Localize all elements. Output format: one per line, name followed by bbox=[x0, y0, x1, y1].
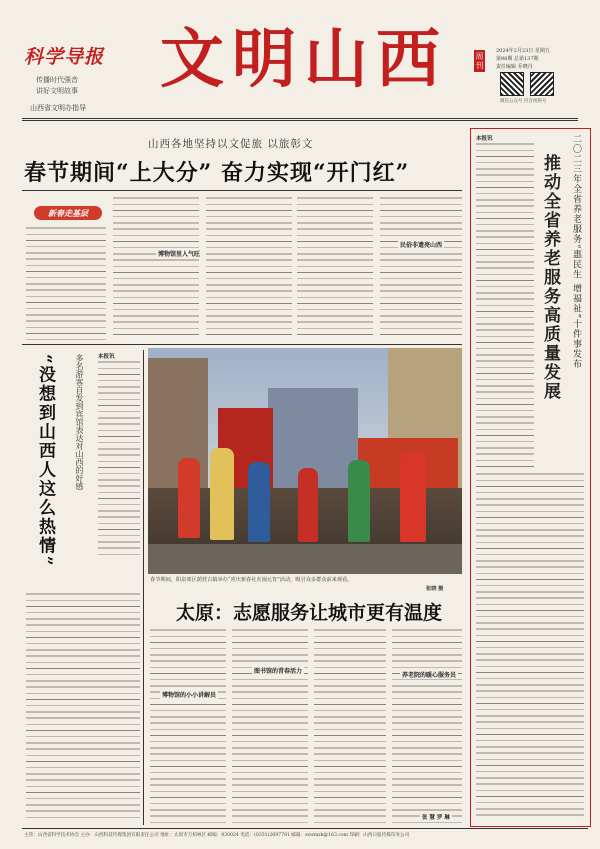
subhead-museum: 博物馆里人气旺 bbox=[158, 251, 201, 258]
footer-info: 主管：山西省科学技术协会 主办：山西科技传媒集团有限责任公司 地址：太原市万柏林区 邮编：030024 电话：(0351)2697791 邮箱：sxwmzk@163.com 印刷：山西日报传媒印务公司 bbox=[24, 833, 410, 838]
photo-performer-2 bbox=[210, 448, 234, 540]
weekly-tag: 周刊 bbox=[475, 52, 484, 70]
subhead-nursing: 养老院的暖心服务员 bbox=[402, 672, 457, 679]
side-vertical-rule bbox=[143, 350, 144, 825]
story2-col1 bbox=[150, 628, 226, 824]
kicker: 山西各地坚持以文促旅 以旅彰文 bbox=[148, 138, 314, 150]
issue-number: 第98期 总第137期 bbox=[496, 56, 539, 62]
right-body-top bbox=[476, 142, 534, 468]
story1-col4 bbox=[297, 196, 373, 340]
photo-performer-6 bbox=[400, 452, 426, 542]
photo-caption: 春节期间，阳泉郊区荫营古镇举办“喜庆新春社火闹元宵”活动，吸引众多群众前来观看。 bbox=[150, 577, 353, 583]
side-headline-small: 多名游客自发到宾馆表达对山西的好感 bbox=[75, 354, 84, 490]
festival-photo bbox=[148, 348, 462, 574]
story1-col2 bbox=[113, 196, 199, 340]
side-headline-big: “没想到山西人这么热情” bbox=[35, 354, 55, 568]
supervisor-label: 山西省文明办指导 bbox=[30, 104, 86, 112]
footer-rule bbox=[22, 828, 588, 829]
photo-road bbox=[148, 544, 462, 574]
paper-logo: 科学导报 bbox=[24, 46, 105, 68]
byline-bottom: 张 慧 罗 琳 bbox=[422, 815, 450, 821]
subhead-folk: 民俗非遗亮山西 bbox=[400, 242, 443, 249]
story1-bottom-rule bbox=[22, 344, 462, 345]
photo-performer-3 bbox=[248, 462, 270, 542]
photo-performer-5 bbox=[348, 460, 370, 542]
headline-1: 春节期间“上大分” 奋力实现“开门红” bbox=[24, 160, 410, 186]
right-headline-small: 二〇二三年全省养老服务“惠民生 增福祉”十件事发布 bbox=[571, 134, 581, 370]
story2-col3 bbox=[314, 628, 386, 824]
story2-col4 bbox=[392, 628, 462, 824]
photo-performer-4 bbox=[298, 468, 318, 542]
qr-code-1 bbox=[500, 72, 524, 96]
subhead-little-guide: 博物馆的小小讲解员 bbox=[162, 692, 217, 699]
masthead-rule-thin bbox=[22, 120, 578, 121]
side-body-a bbox=[98, 360, 140, 560]
photo-performer-1 bbox=[178, 458, 200, 538]
headline-rule bbox=[22, 190, 462, 191]
masthead-title: 文明山西 bbox=[160, 22, 448, 97]
story2-col2 bbox=[232, 628, 308, 824]
new-spring-badge: 新春走基层 bbox=[34, 206, 102, 220]
side-body-b bbox=[26, 592, 140, 822]
masthead-rule bbox=[22, 118, 578, 119]
masthead bbox=[0, 0, 600, 118]
right-reporter-tag: 本报讯 bbox=[476, 136, 493, 142]
story1-col1 bbox=[26, 226, 106, 340]
subhead-library: 图书馆的青春活力 bbox=[254, 668, 303, 675]
issue-editor: 责任编辑 乔晓丹 bbox=[496, 64, 533, 70]
photographer-credit: 张晓 摄 bbox=[426, 586, 444, 592]
story1-col3 bbox=[206, 196, 292, 340]
headline-2: 太原：志愿服务让城市更有温度 bbox=[176, 602, 443, 624]
issue-date: 2024年2月23日 星期五 bbox=[496, 48, 550, 54]
story1-col5 bbox=[380, 196, 462, 340]
paper-slogan-1: 传播时代强音 bbox=[36, 76, 78, 84]
right-headline-big: 推动全省养老服务高质量发展 bbox=[540, 154, 560, 401]
qr-caption: 微信公众号 抖音视频号 bbox=[500, 99, 547, 104]
qr-code-2 bbox=[530, 72, 554, 96]
right-body-bottom bbox=[476, 472, 584, 818]
side-reporter-tag: 本报讯 bbox=[98, 354, 115, 360]
paper-slogan-2: 讲好文明故事 bbox=[36, 87, 78, 95]
